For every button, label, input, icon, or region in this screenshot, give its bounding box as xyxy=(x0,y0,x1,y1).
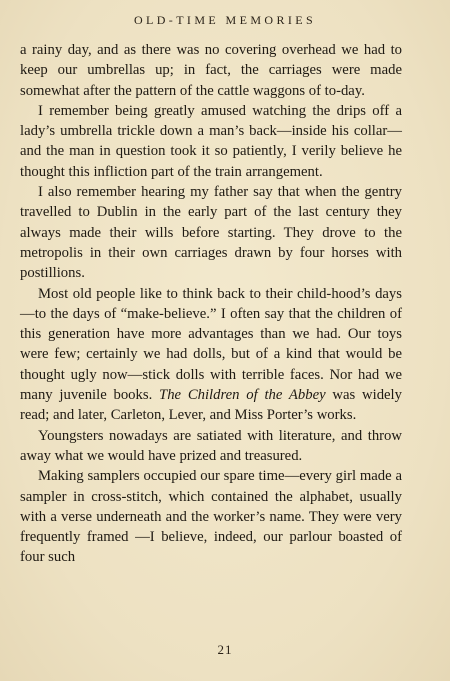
paragraph-samplers: Making samplers occupied our spare time—every girl made a sampler in cross-stitch, which contained the alphabet, usually with a verse underneath and the worker’s name. They were very frequently framed —I believe, indeed, our parlour boasted of four such xyxy=(20,468,402,566)
paragraph-childhood-text-a: Most old people like to think back to their child-hood’s days—to the days of “make-believe.” I often say that the children of this generation have more advantages than we had. Our toys were few; certainly we had dolls, but of a kind that would be thought ugly now—stick dolls with terrible faces. Nor had we many juvenile books. xyxy=(20,285,402,404)
paragraph-gentry: I also remember hearing my father say that when the gentry travelled to Dublin in the early part of the last century they always made their wills before starting. They drove to the metropolis in their own carriages drawn by four horses with postillions. xyxy=(20,184,402,282)
paragraph-umbrella: I remember being greatly amused watching the drips off a lady’s umbrella trickle down a man’s back—inside his collar—and the man in question took it so patiently, I verily believe he thought this infliction part of the train arrangement. xyxy=(20,102,402,180)
book-title-italic: The Children of the Abbey xyxy=(159,387,326,404)
paragraph-childhood xyxy=(20,284,402,426)
paragraph-childhood-text-b: was widely read; and later, Carleton, Lever, and Miss Porter’s works. xyxy=(20,387,402,424)
paragraph-continued: a rainy day, and as there was no covering overhead we had to keep our umbrellas up; in fact, the carriages were made somewhat after the pattern of the cattle waggons of to-day. xyxy=(20,42,402,99)
paragraph-youngsters: Youngsters nowadays are satiated with literature, and throw away what we would have prized and treasured. xyxy=(20,427,402,464)
body-text xyxy=(20,40,402,568)
page-number: 21 xyxy=(217,642,233,657)
running-head: OLD-TIME MEMORIES xyxy=(133,13,317,27)
